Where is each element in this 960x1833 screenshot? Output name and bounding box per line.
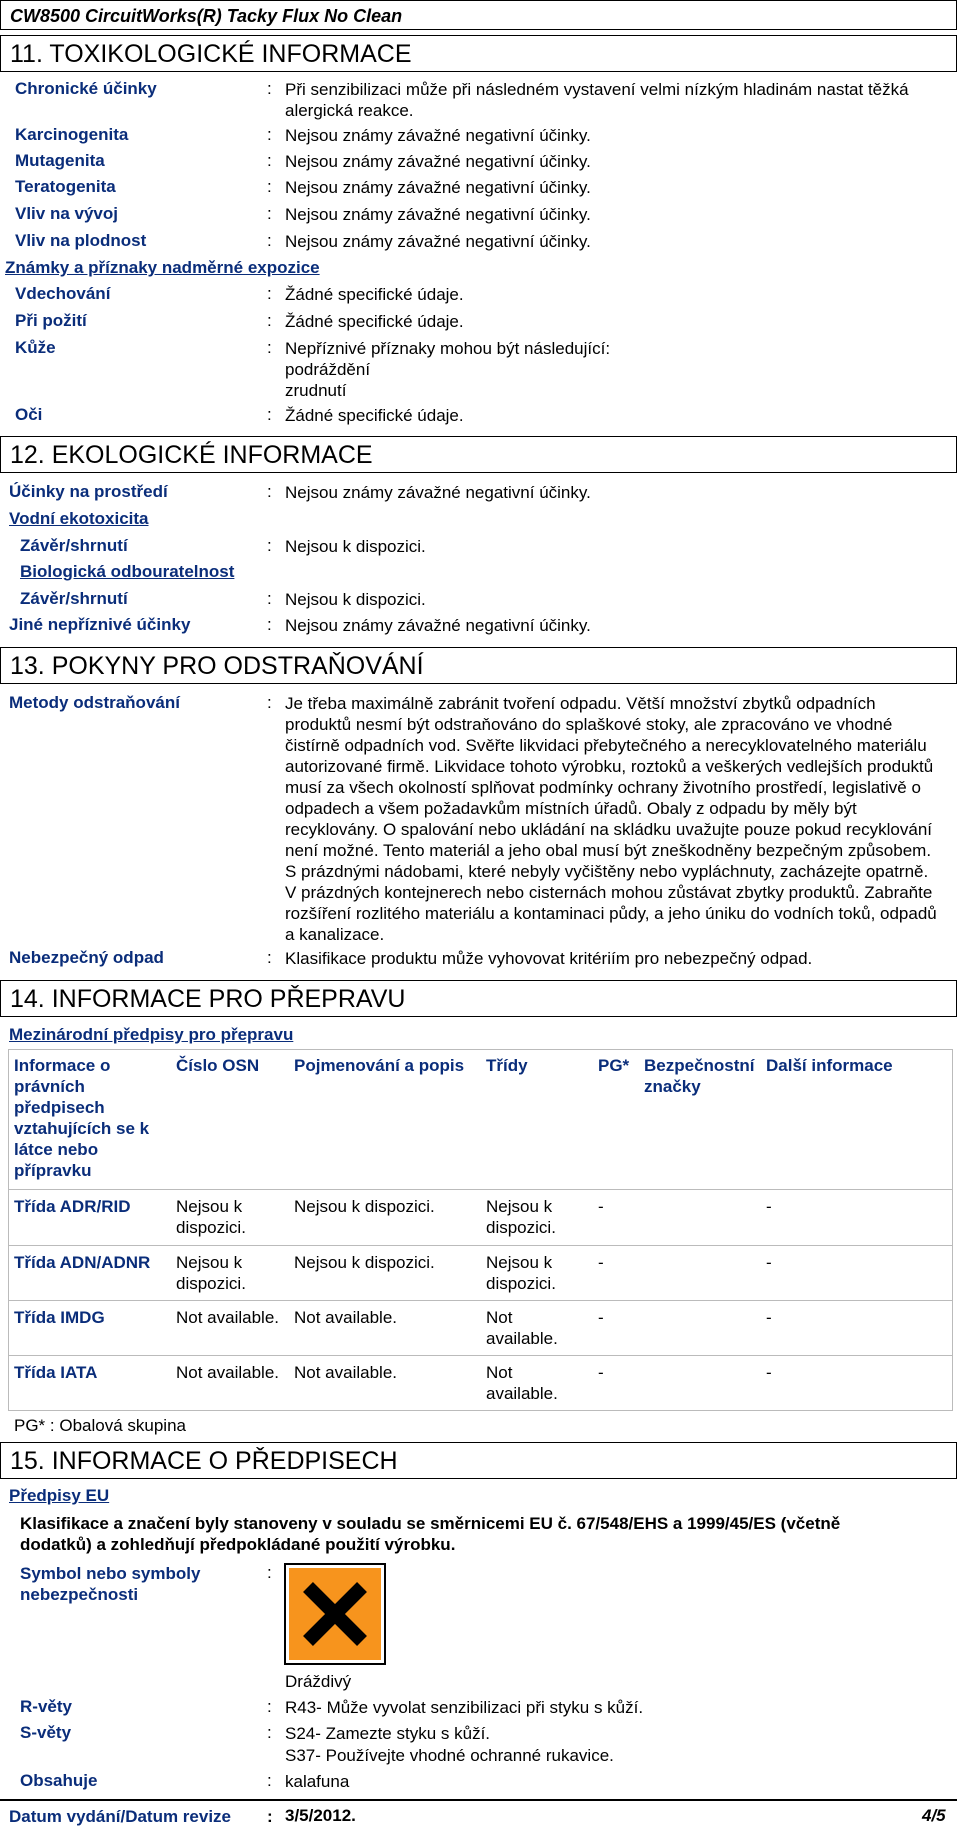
footer-date: 3/5/2012. — [285, 1806, 356, 1825]
hazard-x-icon — [284, 1563, 386, 1665]
footer-rule — [0, 1799, 957, 1801]
symbol-caption: Dráždivý — [285, 1672, 352, 1691]
td-dalsi: - — [766, 1363, 772, 1382]
colon: : — [267, 1723, 272, 1742]
colon: : — [267, 151, 272, 170]
td-class: Třída ADN/ADNR — [14, 1253, 151, 1272]
product-title: CW8500 CircuitWorks(R) Tacky Flux No Clean — [10, 6, 403, 26]
value-zaver-1: Nejsou k dispozici. — [285, 537, 426, 556]
td-pojmenovani: Not available. — [294, 1308, 398, 1327]
td-pg: - — [598, 1197, 604, 1216]
th-dalsi: Další informace — [766, 1056, 893, 1075]
th-informace: Informace o právních předpisech vztahujících se k látce nebo přípravku — [14, 1056, 150, 1180]
label-metody: Metody odstraňování — [9, 693, 180, 712]
label-kuze: Kůže — [15, 338, 56, 357]
td-osn: Not available. — [176, 1363, 280, 1382]
label-s-vety: S-věty — [20, 1723, 72, 1742]
klasifikace-line-2: dodatků) a zohledňují předpokládané použití výrobku. — [20, 1535, 456, 1554]
document-header — [0, 0, 957, 30]
label-obsahuje: Obsahuje — [20, 1771, 98, 1790]
subheading-vodni: Vodní ekotoxicita — [9, 509, 149, 528]
section-14-heading — [0, 980, 957, 1017]
colon: : — [267, 125, 272, 144]
label-zaver-1: Závěr/shrnutí — [20, 536, 128, 555]
value-vliv-vyvoj: Nejsou známy závažné negativní účinky. — [285, 205, 591, 224]
colon: : — [267, 589, 272, 608]
colon: : — [267, 1563, 272, 1582]
td-pg: - — [598, 1308, 604, 1327]
label-symbol-line-1: Symbol nebo symboly — [20, 1564, 201, 1583]
td-dalsi: - — [766, 1197, 772, 1216]
label-zaver-2: Závěr/shrnutí — [20, 589, 128, 608]
transport-table — [8, 1049, 953, 1419]
table-border — [8, 1355, 953, 1356]
section-14-title: 14. INFORMACE PRO PŘEPRAVU — [10, 985, 406, 1013]
th-tridy: Třídy — [486, 1056, 528, 1075]
colon: : — [267, 1771, 272, 1790]
table-border — [8, 1245, 953, 1246]
subheading-bio: Biologická odbouratelnost — [20, 562, 235, 581]
table-border — [8, 1049, 9, 1410]
table-border — [8, 1049, 953, 1050]
value-kuze-3: zrudnutí — [285, 381, 347, 400]
td-dalsi: - — [766, 1253, 772, 1272]
th-pojmenovani: Pojmenování a popis — [294, 1056, 465, 1075]
section-12-heading — [0, 436, 957, 473]
value-jine: Nejsou známy závažné negativní účinky. — [285, 616, 591, 635]
td-class: Třída IATA — [14, 1363, 98, 1382]
label-teratogenita: Teratogenita — [15, 177, 116, 196]
table-border — [952, 1049, 953, 1410]
footer-label: Datum vydání/Datum revize — [9, 1807, 232, 1826]
td-tridy: Nejsou k dispozici. — [486, 1197, 556, 1237]
section-15-title: 15. INFORMACE O PŘEDPISECH — [10, 1447, 398, 1475]
section-11-title: 11. TOXIKOLOGICKÉ INFORMACE — [10, 40, 412, 68]
section-13-title: 13. POKYNY PRO ODSTRAŇOVÁNÍ — [10, 652, 424, 680]
td-pojmenovani: Not available. — [294, 1363, 398, 1382]
value-vdechovani: Žádné specifické údaje. — [285, 285, 464, 304]
value-kuze: Nepříznivé příznaky mohou být následující: — [285, 339, 611, 358]
value-oci: Žádné specifické údaje. — [285, 406, 464, 425]
table-border — [8, 1410, 953, 1411]
label-nebezpecny: Nebezpečný odpad — [9, 948, 164, 967]
value-teratogenita: Nejsou známy závažné negativní účinky. — [285, 178, 591, 197]
value-s-vety-2: S37- Používejte vhodné ochranné rukavice. — [285, 1746, 614, 1765]
page-number: 4/5 — [922, 1806, 946, 1825]
colon: : — [267, 311, 272, 330]
value-metody — [285, 693, 957, 945]
colon: : — [267, 231, 272, 250]
td-osn: Not available. — [176, 1308, 280, 1327]
value-r-vety: R43- Může vyvolat senzibilizaci při styku s kůží. — [285, 1698, 644, 1717]
label-r-vety: R-věty — [20, 1697, 72, 1716]
td-pg: - — [598, 1253, 604, 1272]
label-symbol-line-2: nebezpečnosti — [20, 1585, 139, 1604]
label-pri-poziti: Při požití — [15, 311, 87, 330]
value-ucinky: Nejsou známy závažné negativní účinky. — [285, 483, 591, 502]
label-vliv-plodnost: Vliv na plodnost — [15, 231, 147, 250]
colon: : — [267, 536, 272, 555]
td-osn: Nejsou k dispozici. — [176, 1253, 246, 1293]
metody-line: autorizované firmě. Likvidace tohoto výrobku, roztoků a veškerých vedlejších produktů — [285, 757, 934, 776]
td-class: Třída IMDG — [14, 1308, 105, 1327]
metody-line: V prázdných kontejnerech nebo cisternách mohou zůstávat zbytky produktů. Zabraňte — [285, 883, 933, 902]
label-mutagenita: Mutagenita — [15, 151, 105, 170]
colon: : — [267, 284, 272, 303]
section-13-heading — [0, 647, 957, 684]
td-osn: Nejsou k dispozici. — [176, 1197, 246, 1237]
value-chronicke: Při senzibilizaci může při následném vystavení velmi nízkým hladinám nastat těžká alergická reakce. — [285, 80, 909, 120]
value-kuze-2: podráždění — [285, 360, 371, 379]
th-cislo-osn: Číslo OSN — [176, 1056, 260, 1075]
metody-line: čistírně odpadních vod. Svěřte likvidaci přebytečného a nerecyklovatelného materiálu — [285, 736, 927, 755]
th-pg: PG* — [598, 1056, 630, 1075]
colon: : — [267, 948, 272, 967]
colon: : — [267, 204, 272, 223]
subheading-znamky: Známky a příznaky nadměrné expozice — [5, 258, 320, 277]
subheading-mezinarodni: Mezinárodní předpisy pro přepravu — [9, 1025, 294, 1044]
colon: : — [267, 615, 272, 634]
table-border — [8, 1300, 953, 1301]
table-border — [8, 1189, 953, 1190]
value-karcinogenita: Nejsou známy závažné negativní účinky. — [285, 126, 591, 145]
colon: : — [267, 177, 272, 196]
klasifikace-line-1: Klasifikace a značení byly stanoveny v souladu se směrnicemi EU č. 67/548/EHS a 1999/45/ES (včetně — [20, 1514, 841, 1533]
colon: : — [267, 338, 272, 357]
metody-line: produktů nesmí být odstraňováno do splaškové stoky, ale zpracováno ve vhodné — [285, 715, 893, 734]
td-pg: - — [598, 1363, 604, 1382]
label-ucinky: Účinky na prostředí — [9, 482, 168, 501]
subheading-predpisy-eu: Předpisy EU — [9, 1486, 110, 1505]
td-class: Třída ADR/RID — [14, 1197, 131, 1216]
label-chronicke: Chronické účinky — [15, 79, 157, 98]
td-tridy: Nejsou k dispozici. — [486, 1253, 556, 1293]
label-oci: Oči — [15, 405, 43, 424]
metody-line: Je třeba maximálně zabránit tvoření odpadu. Větší množství zbytků odpadních — [285, 694, 876, 713]
metody-line: není možné. Tento materiál a jeho obal musí být zneškodněny bezpečným způsobem. — [285, 841, 932, 860]
colon: : — [267, 693, 272, 712]
label-vdechovani: Vdechování — [15, 284, 111, 303]
section-11-heading — [0, 35, 957, 72]
colon: : — [267, 482, 272, 501]
label-symbol — [20, 1563, 200, 1605]
value-mutagenita: Nejsou známy závažné negativní účinky. — [285, 152, 591, 171]
metody-line: recyklovány. O spalování nebo ukládání na skládku uvažujte pouze pokud recyklování — [285, 820, 933, 839]
th-bezpecnostni: Bezpečnostní značky — [644, 1056, 755, 1096]
value-zaver-2: Nejsou k dispozici. — [285, 590, 426, 609]
label-jine: Jiné nepříznivé účinky — [9, 615, 191, 634]
td-tridy: Not available. — [486, 1363, 558, 1403]
td-pojmenovani: Nejsou k dispozici. — [294, 1197, 435, 1216]
label-vliv-vyvoj: Vliv na vývoj — [15, 204, 118, 223]
metody-line: musí za všech okolností splňovat podmínky ochrany životního prostředí, legislativě o — [285, 778, 921, 797]
colon: : — [267, 405, 272, 424]
colon: : — [267, 79, 272, 98]
value-obsahuje: kalafuna — [285, 1772, 350, 1791]
value-nebezpecny: Klasifikace produktu může vyhovovat kritériím pro nebezpečný odpad. — [285, 949, 813, 968]
value-s-vety-1: S24- Zamezte styku s kůží. — [285, 1724, 491, 1743]
section-12-title: 12. EKOLOGICKÉ INFORMACE — [10, 441, 373, 469]
colon: : — [267, 1697, 272, 1716]
td-pojmenovani: Nejsou k dispozici. — [294, 1253, 435, 1272]
td-tridy: Not available. — [486, 1308, 558, 1348]
metody-line: odpadech a všem požadavkům místních úřadů. Obaly z odpadu by měly být — [285, 799, 857, 818]
metody-line: a kanalizace. — [285, 925, 385, 944]
section-15-heading — [0, 1442, 957, 1479]
metody-line: rozšíření rozlitého materiálu a kontaminaci půdy, a jeho úniku do vodních toků, odpadů — [285, 904, 937, 923]
footer-colon: : — [267, 1807, 273, 1826]
footnote-pg: PG* : Obalová skupina — [14, 1416, 186, 1435]
value-vliv-plodnost: Nejsou známy závažné negativní účinky. — [285, 232, 591, 251]
label-karcinogenita: Karcinogenita — [15, 125, 129, 144]
td-dalsi: - — [766, 1308, 772, 1327]
metody-line: S prázdnými nádobami, které nebyly vyčištěny nebo vypláchnuty, zacházejte opatrně. — [285, 862, 929, 881]
value-pri-poziti: Žádné specifické údaje. — [285, 312, 464, 331]
